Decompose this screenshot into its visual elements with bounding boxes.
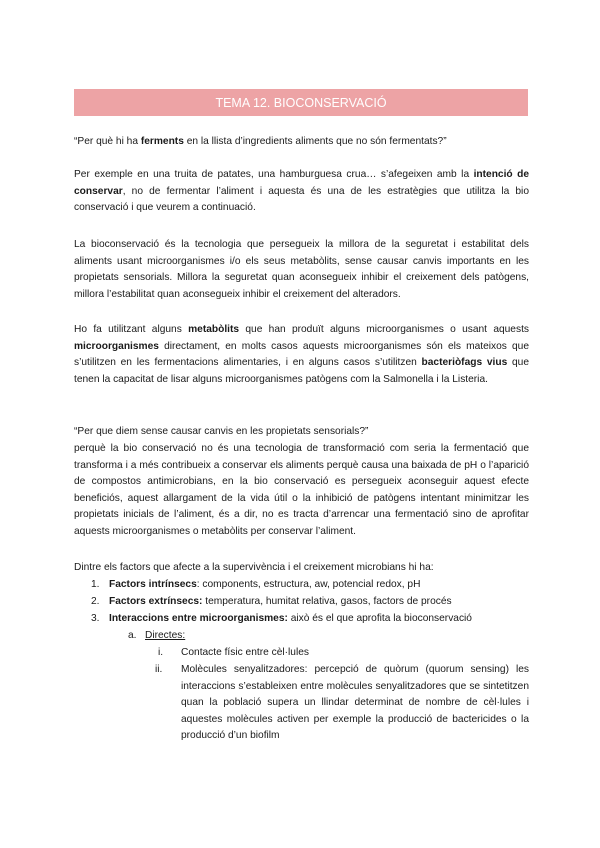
list-item-2-bold: Factors extrínsecs:	[109, 596, 203, 607]
roman-number-ii: ii.	[155, 664, 163, 675]
list-number-3: 3.	[91, 613, 100, 624]
list-item-1-text: : components, estructura, aw, potencial redox, pH	[196, 579, 421, 590]
sublist-item-directes	[145, 628, 185, 645]
paragraph-4: perquè la bio conservació no és una tecnologia de transformació com seria la fermentació que transforma i a més contribueix a conservar els aliments perquè causa una baixada de pH o l’aparició de compostos antimicrobians, en la bio conservació es persegueix aconseguir aquest efecte beneficiós, aquest allargament de la vida útil o la inhibició de patògens intentant minimitzar les propietats inicials de l’aliment, és a dir, no es tracta d’arrencar una fermentació sino de aprofitar aquests microorganismes o metabòlits per conservar l’aliment.	[74, 443, 529, 537]
p3-text-e: directament, en molts casos aquests microorganismes són els mateixos que s’utilitzen en les fermentacions alimentaries, i en alguns casos s’utilitzen	[74, 340, 529, 368]
q1-text-a: “Per què hi ha	[74, 136, 141, 147]
p1-text-a: Per exemple en una truita de patates, una hamburguesa crua… s’afegeixen amb la	[74, 169, 474, 180]
list-item-1-bold: Factors intrínsecs	[109, 579, 197, 590]
list-item-2-text: temperatura, humitat relativa, gasos, factors de procés	[202, 596, 452, 607]
paragraph-1	[74, 167, 529, 217]
title-banner	[74, 89, 528, 116]
p3-bold-bacteriofags: bacteriòfags vius	[421, 357, 508, 368]
paragraph-2: La bioconservació és la tecnologia que persegueix la millora de la seguretat i estabilitat dels aliments usant microorganismes i/o els seus metabòlits, sense causar canvis importants en les propietats sensorials. Millora la seguretat quan aconsegueix inhibir el creixement dels patògens, millora l’estabilitat quan aconsegueix inhibir el creixement del alteradors.	[74, 239, 529, 300]
q1-text-c: en la llista d’ingredients aliments que no són fermentats?”	[183, 136, 447, 147]
roman-item-i: Contacte físic entre cèl·lules	[181, 647, 309, 658]
q1-bold: ferments	[140, 136, 184, 147]
paragraph-3	[74, 322, 529, 388]
list-item-1	[109, 577, 420, 594]
p3-text-g: que tenen la capacitat de lisar alguns microorganismes patògens com la Salmonella i la Listeria.	[74, 357, 530, 385]
question-2: “Per que diem sense causar canvis en les propietats sensorials?”	[74, 426, 369, 437]
list-number-1: 1.	[91, 579, 100, 590]
roman-item-ii: Molècules senyalitzadores: percepció de quòrum (quorum sensing) les interaccions s’estableixen entre molècules senyalitzadores que se sintetitzen quan la població supera un llindar determinat de nombre de cèl·lules i aquestes molècules activen per exemple la producció de bactericides o la producció d’un biofilm	[181, 664, 529, 741]
p3-bold-metabolits: metabòlits	[188, 324, 240, 335]
list-item-2	[109, 594, 452, 611]
p3-text-c: que han produït alguns microorganismes o usant aquests	[239, 324, 529, 335]
paragraph-5: Dintre els factors que afecte a la supervivència i el creixement microbians hi ha:	[74, 562, 434, 573]
question-1	[74, 134, 529, 151]
directes-label: Directes:	[145, 630, 186, 641]
p3-bold-microorganismes: microorganismes	[74, 340, 159, 352]
list-number-2: 2.	[91, 596, 100, 607]
roman-number-i: i.	[158, 647, 164, 658]
p3-text-a: Ho fa utilitzant alguns	[74, 324, 189, 335]
page-title: TEMA 12. BIOCONSERVACIÓ	[215, 95, 387, 110]
p1-bold: intenció de conservar	[74, 169, 529, 197]
p1-text-c: , no de fermentar l’aliment i aquesta és una de les estratègies que utilitza la bio conservació i que veurem a continuació.	[74, 185, 529, 213]
list-item-3-text: això és el que aprofita la bioconservació	[287, 613, 472, 624]
sublist-letter-a: a.	[128, 630, 137, 641]
list-item-3	[109, 611, 472, 628]
list-item-3-bold: Interaccions entre microorganismes:	[109, 613, 288, 624]
